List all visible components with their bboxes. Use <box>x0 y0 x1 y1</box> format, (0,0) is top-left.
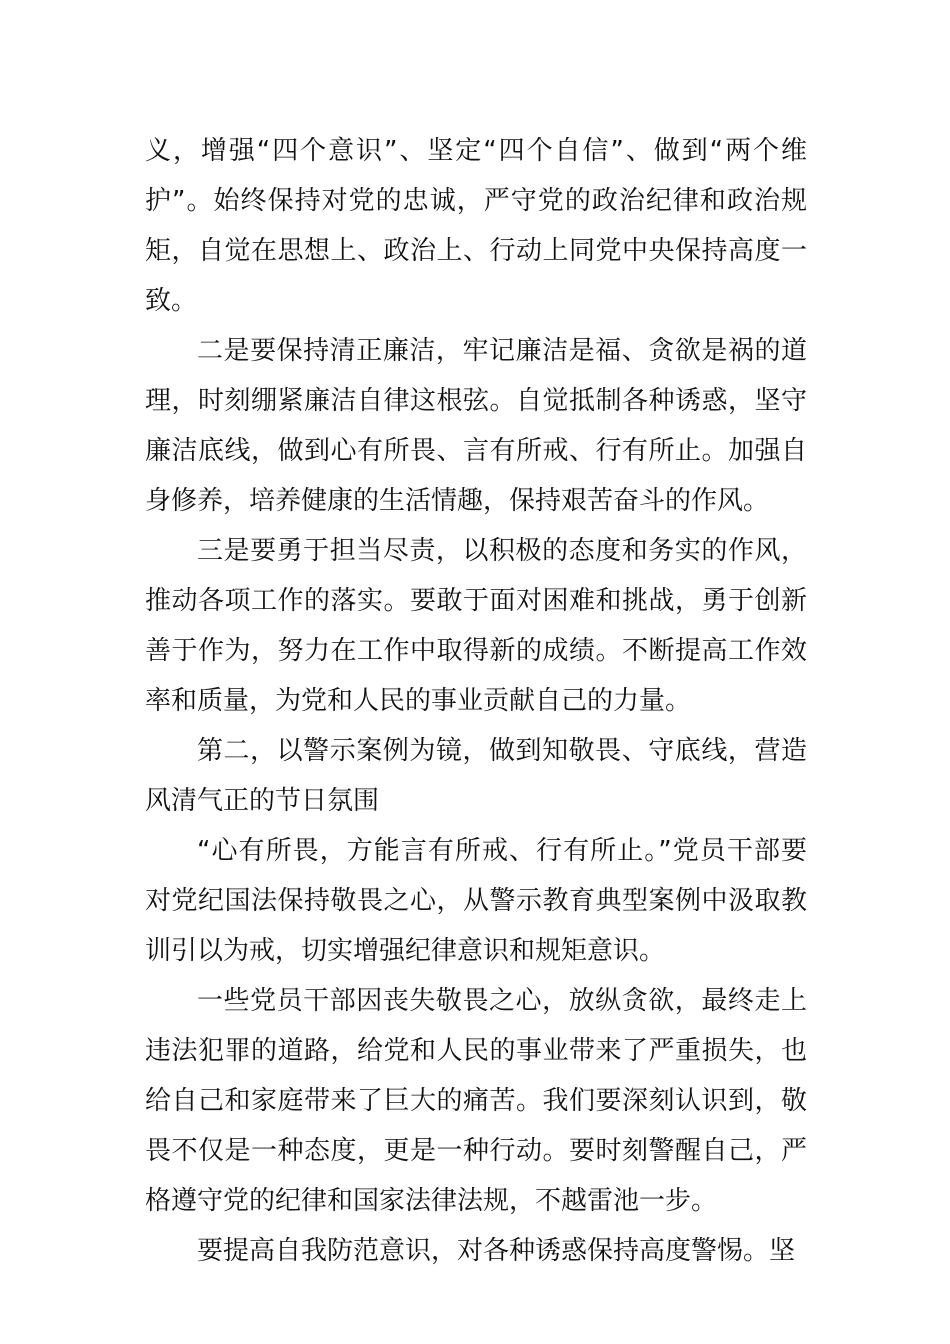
paragraph-self-defense: 要提高自我防范意识，对各种诱惑保持高度警惕。坚 <box>197 1236 796 1266</box>
paragraph-continued: 义，增强“四个意识”、坚定“四个自信”、做到“两个维护”。始终保持对党的忠诚，严守党的政治纪律和政治规矩，自觉在思想上、政治上、行动上同党中央保持高度一致。 <box>145 136 807 316</box>
paragraph-integrity: 二是要保持清正廉洁，牢记廉洁是福、贪欲是祸的道理，时刻绷紧廉洁自律这根弦。自觉抵制各种诱惑，坚守廉洁底线，做到心有所畏、言有所戒、行有所止。加强自身修养，培养健康的生活情趣，保持艰苦奋斗的作风。 <box>145 336 807 516</box>
paragraph-responsibility: 三是要勇于担当尽责，以积极的态度和务实的作风，推动各项工作的落实。要敢于面对困难和挑战，勇于创新善于作为，努力在工作中取得新的成绩。不断提高工作效率和质量，为党和人民的事业贡献自己的力量。 <box>145 536 807 716</box>
paragraph-warning-cases: 一些党员干部因丧失敬畏之心，放纵贪欲，最终走上违法犯罪的道路，给党和人民的事业带来了严重损失，也给自己和家庭带来了巨大的痛苦。我们要深刻认识到，敬畏不仅是一种态度，更是一种行动。要时刻警醒自己，严格遵守党的纪律和国家法律法规，不越雷池一步。 <box>145 986 807 1216</box>
document-body <box>145 126 807 1276</box>
paragraph-quote: “心有所畏，方能言有所戒、行有所止。”党员干部要对党纪国法保持敬畏之心，从警示教育典型案例中汲取教训引以为戒，切实增强纪律意识和规矩意识。 <box>145 836 807 966</box>
section-heading-second: 第二，以警示案例为镜，做到知敬畏、守底线，营造风清气正的节日氛围 <box>145 736 807 816</box>
